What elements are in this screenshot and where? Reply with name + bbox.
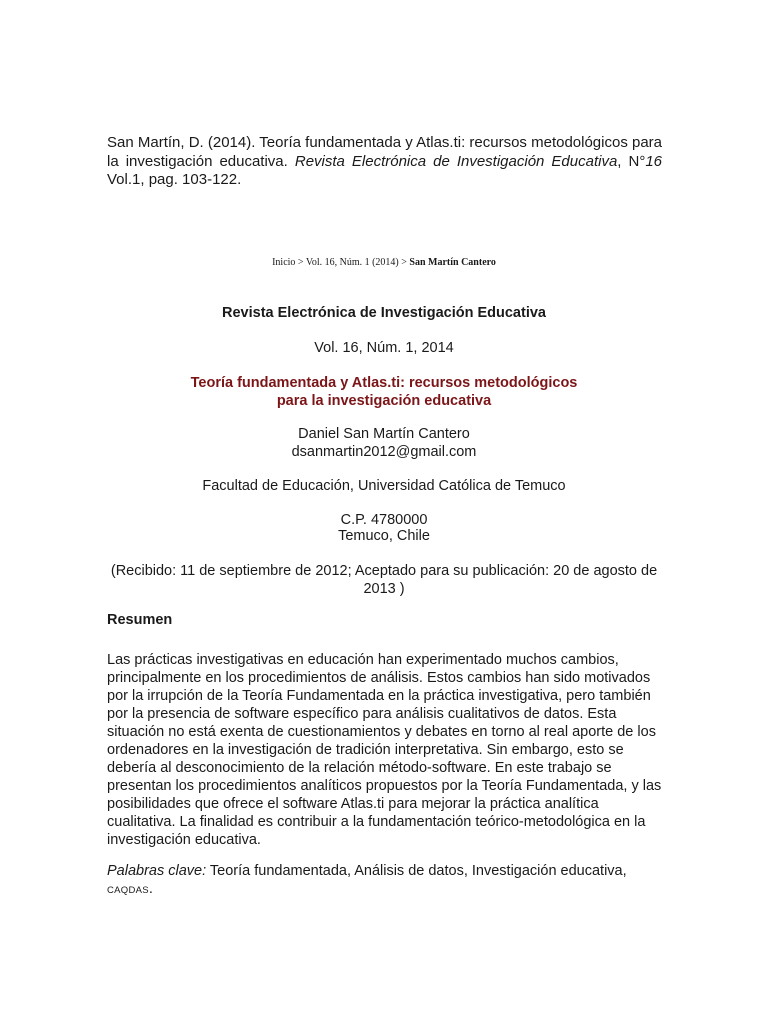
postal-code: C.P. 4780000	[340, 512, 428, 528]
breadcrumb	[0, 257, 768, 268]
citation	[107, 134, 662, 190]
journal-name: Revista Electrónica de Investigación Educativa	[222, 305, 546, 321]
author-email[interactable]: dsanmartin2012@gmail.com	[291, 444, 477, 460]
keywords-label: Palabras clave:	[107, 863, 207, 879]
article-title	[100, 374, 668, 410]
breadcrumb-separator: >	[401, 257, 407, 268]
city: Temuco, Chile	[338, 528, 430, 544]
breadcrumb-issue[interactable]: Vol. 16, Núm. 1 (2014)	[305, 257, 399, 268]
abstract-body: Las prácticas investigativas en educación han experimentado muchos cambios, principalmente en los procedimientos de análisis. Estos cambios han sido motivados por la irrupción de la Teoría Fundamentada en la práctica investigativa, pero también por la presencia de software específico para análisis cualitativos de datos. Esta situación no está exenta de cuestionamientos y debates en torno al real aporte de los ordenadores en la investigación de tradición interpretativa. Sin embargo, esto se debería al desconocimiento de la relación método-software. En este trabajo se presentan los procedimientos analíticos propuestos por la Teoría Fundamentada, y las posibilidades que ofrece el software Atlas.ti para mejorar la práctica analítica cualitativa. La finalidad es contribuir a la fundamentación teórico-metodológica en la investigación educativa.	[107, 652, 662, 848]
author-affiliation: Facultad de Educación, Universidad Católica de Temuco	[202, 478, 566, 494]
keywords-end: .	[148, 881, 153, 897]
breadcrumb-home[interactable]: Inicio	[272, 257, 296, 268]
keywords-list: Teoría fundamentada, Análisis de datos, Investigación educativa,	[206, 863, 627, 879]
keywords	[107, 862, 662, 900]
breadcrumb-current: San Martín Cantero	[409, 257, 496, 268]
issue-label: Vol. 16, Núm. 1, 2014	[314, 340, 454, 356]
citation-lead: San Martín, D. (2014). Teoría fundamentada y Atlas.ti: recursos metodológicos para la investigación educativa.	[107, 134, 663, 170]
citation-journal: Revista Electrónica de Investigación Educativa	[294, 152, 618, 170]
citation-sep: , N°	[617, 152, 646, 170]
keywords-acronym: CAQDAS	[107, 885, 149, 896]
citation-number: 16	[645, 152, 663, 170]
article-title-line2: para la investigación educativa	[276, 393, 492, 409]
citation-tail: Vol.1, pag. 103-122.	[107, 171, 242, 188]
submission-dates: (Recibido: 11 de septiembre de 2012; Aceptado para su publicación: 20 de agosto de 2013 )	[110, 563, 658, 597]
author-name: Daniel San Martín Cantero	[298, 426, 470, 442]
breadcrumb-separator: >	[297, 257, 304, 268]
abstract-heading: Resumen	[107, 612, 173, 628]
article-title-line1: Teoría fundamentada y Atlas.ti: recursos metodológicos	[190, 375, 578, 391]
